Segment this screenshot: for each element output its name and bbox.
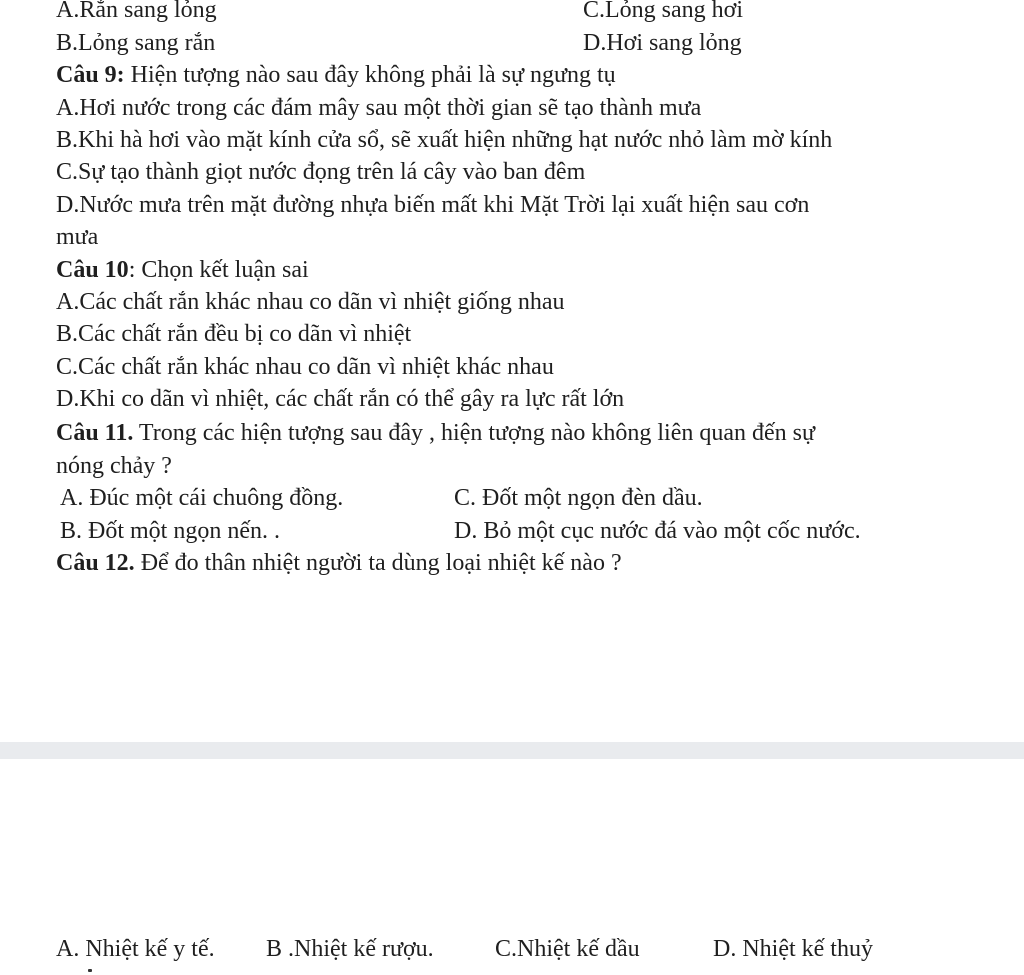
question-11-label: Câu 11. [56,420,134,446]
question-10-option-b: B.Các chất rắn đều bị co dãn vì nhiệt [56,321,412,347]
prev-option-b: B.Lỏng sang rắn [56,30,216,56]
question-10-option-d: D.Khi co dãn vì nhiệt, các chất rắn có thể gây ra lực rất lớn [56,386,625,412]
question-11-text: Trong các hiện tượng sau đây , hiện tượng nào không liên quan đến sự [133,420,816,446]
question-10-text: : Chọn kết luận sai [128,257,309,283]
question-12-option-b: B .Nhiệt kế rượu. [266,936,434,962]
page-divider [0,742,1024,759]
question-9-option-d: D.Nước mưa trên mặt đường nhựa biến mất khi Mặt Trời lại xuất hiện sau cơn [56,192,810,218]
question-12-label: Câu 12. [56,550,135,576]
question-11-option-a: A. Đúc một cái chuông đồng. [60,485,344,511]
question-10-label: Câu 10 [56,257,129,283]
cropped-text-fragment [88,969,92,972]
question-11-text-continued: nóng chảy ? [56,453,172,479]
prev-option-c: C.Lỏng sang hơi [583,0,744,23]
question-9-label: Câu 9: [56,62,125,88]
question-11-option-d: D. Bỏ một cục nước đá vào một cốc nước. [454,518,861,544]
question-9-option-a: A.Hơi nước trong các đám mây sau một thời gian sẽ tạo thành mưa [56,95,702,121]
question-10-option-c: C.Các chất rắn khác nhau co dãn vì nhiệt khác nhau [56,354,554,380]
question-12-option-a: A. Nhiệt kế y tế. [56,936,215,962]
question-10-option-a: A.Các chất rắn khác nhau co dãn vì nhiệt giống nhau [56,289,565,315]
question-12 [56,548,622,578]
question-12-option-c: C.Nhiệt kế dầu [495,936,640,962]
prev-option-a: A.Rắn sang lỏng [56,0,217,23]
question-11 [56,418,815,448]
question-12-text: Để đo thân nhiệt người ta dùng loại nhiệt kế nào ? [134,550,622,576]
question-9-option-d-continued: mưa [56,224,99,250]
question-9-option-b: B.Khi hà hơi vào mặt kính cửa sổ, sẽ xuất hiện những hạt nước nhỏ làm mờ kính [56,127,833,153]
question-11-option-c: C. Đốt một ngọn đèn dầu. [454,485,703,511]
question-9-text: Hiện tượng nào sau đây không phải là sự ngưng tụ [124,62,616,88]
question-12-option-d: D. Nhiệt kế thuỷ [713,936,873,962]
question-9-option-c: C.Sự tạo thành giọt nước đọng trên lá cây vào ban đêm [56,159,586,185]
question-11-option-b: B. Đốt một ngọn nến. . [60,518,280,544]
prev-option-d: D.Hơi sang lỏng [583,30,742,56]
question-9 [56,60,616,90]
question-10 [56,255,309,285]
